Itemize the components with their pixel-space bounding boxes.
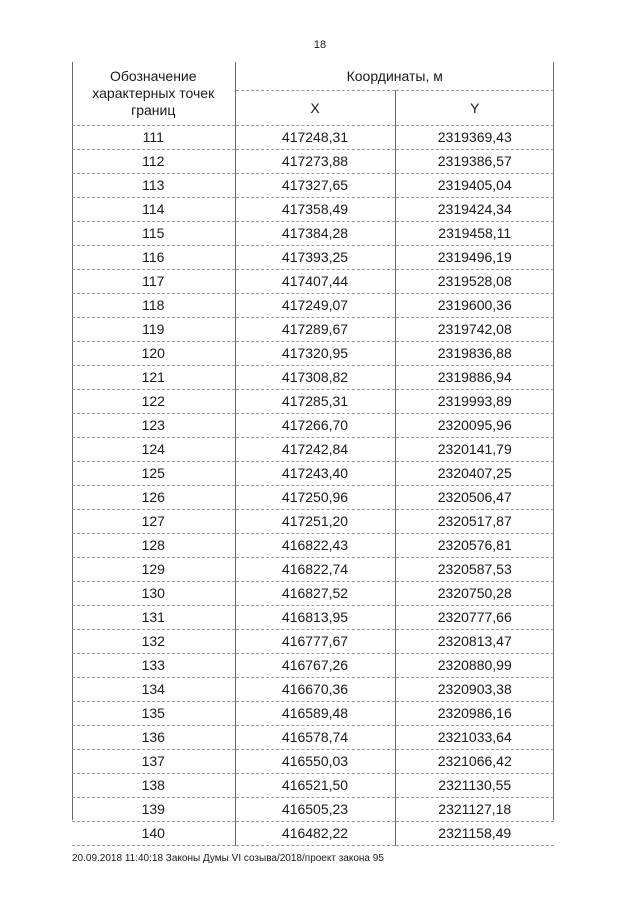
table-body xyxy=(72,126,554,846)
table-row xyxy=(72,174,554,198)
y-cell: 2320407,25 xyxy=(395,462,554,486)
table-row xyxy=(72,126,554,150)
y-cell: 2320750,28 xyxy=(395,582,554,606)
y-cell: 2319600,36 xyxy=(395,294,554,318)
y-cell: 2320095,96 xyxy=(395,414,554,438)
table-row xyxy=(72,438,554,462)
table-row xyxy=(72,774,554,798)
x-cell: 417384,28 xyxy=(235,222,395,246)
point-cell: 123 xyxy=(72,414,235,438)
point-cell: 135 xyxy=(72,702,235,726)
point-cell: 113 xyxy=(72,174,235,198)
table-row xyxy=(72,678,554,702)
x-cell: 417266,70 xyxy=(235,414,395,438)
x-cell: 416550,03 xyxy=(235,750,395,774)
point-cell: 120 xyxy=(72,342,235,366)
y-cell: 2319405,04 xyxy=(395,174,554,198)
point-cell: 126 xyxy=(72,486,235,510)
x-cell: 416578,74 xyxy=(235,726,395,750)
point-cell: 124 xyxy=(72,438,235,462)
y-cell: 2320880,99 xyxy=(395,654,554,678)
y-cell: 2319742,08 xyxy=(395,318,554,342)
x-cell: 417242,84 xyxy=(235,438,395,462)
point-cell: 128 xyxy=(72,534,235,558)
table-row xyxy=(72,294,554,318)
y-cell: 2320141,79 xyxy=(395,438,554,462)
point-cell: 136 xyxy=(72,726,235,750)
y-cell: 2321127,18 xyxy=(395,798,554,822)
y-cell: 2320587,53 xyxy=(395,558,554,582)
coordinates-table xyxy=(72,62,554,846)
y-cell: 2319496,19 xyxy=(395,246,554,270)
y-cell: 2319836,88 xyxy=(395,342,554,366)
x-cell: 417250,96 xyxy=(235,486,395,510)
page-number: 18 xyxy=(313,39,327,51)
table-row xyxy=(72,318,554,342)
y-cell: 2320517,87 xyxy=(395,510,554,534)
y-cell: 2319528,08 xyxy=(395,270,554,294)
x-cell: 417407,44 xyxy=(235,270,395,294)
y-cell: 2319993,89 xyxy=(395,390,554,414)
table-row xyxy=(72,534,554,558)
y-cell: 2321033,64 xyxy=(395,726,554,750)
y-cell: 2321066,42 xyxy=(395,750,554,774)
point-cell: 119 xyxy=(72,318,235,342)
x-cell: 416670,36 xyxy=(235,678,395,702)
table-row xyxy=(72,246,554,270)
point-cell: 137 xyxy=(72,750,235,774)
x-cell: 416777,67 xyxy=(235,630,395,654)
table-row xyxy=(72,822,554,846)
point-cell: 122 xyxy=(72,390,235,414)
y-cell: 2319369,43 xyxy=(395,126,554,150)
point-cell: 121 xyxy=(72,366,235,390)
x-cell: 417289,67 xyxy=(235,318,395,342)
y-cell: 2319424,34 xyxy=(395,198,554,222)
table-row xyxy=(72,150,554,174)
table-row xyxy=(72,270,554,294)
x-cell: 417320,95 xyxy=(235,342,395,366)
point-cell: 139 xyxy=(72,798,235,822)
y-cell: 2319458,11 xyxy=(395,222,554,246)
point-cell: 134 xyxy=(72,678,235,702)
header-x: X xyxy=(235,91,395,126)
table-row xyxy=(72,654,554,678)
x-cell: 416822,43 xyxy=(235,534,395,558)
point-cell: 140 xyxy=(72,822,235,846)
point-cell: 111 xyxy=(72,126,235,150)
table-row xyxy=(72,198,554,222)
header-coordinates: Координаты, м xyxy=(235,62,554,91)
table-row xyxy=(72,558,554,582)
document-footer: 20.09.2018 11:40:18 Законы Думы VI созыва/2018/проект закона 95 xyxy=(72,853,384,864)
x-cell: 416521,50 xyxy=(235,774,395,798)
y-cell: 2320777,66 xyxy=(395,606,554,630)
x-cell: 416813,95 xyxy=(235,606,395,630)
table-row xyxy=(72,390,554,414)
table-row xyxy=(72,462,554,486)
point-cell: 131 xyxy=(72,606,235,630)
y-cell: 2320576,81 xyxy=(395,534,554,558)
table-row xyxy=(72,414,554,438)
table-row xyxy=(72,606,554,630)
y-cell: 2319886,94 xyxy=(395,366,554,390)
x-cell: 417251,20 xyxy=(235,510,395,534)
table-row xyxy=(72,342,554,366)
header-y: Y xyxy=(395,91,554,126)
point-cell: 116 xyxy=(72,246,235,270)
point-cell: 133 xyxy=(72,654,235,678)
point-cell: 130 xyxy=(72,582,235,606)
point-cell: 112 xyxy=(72,150,235,174)
point-cell: 114 xyxy=(72,198,235,222)
table-row xyxy=(72,750,554,774)
point-cell: 117 xyxy=(72,270,235,294)
x-cell: 417393,25 xyxy=(235,246,395,270)
y-cell: 2320813,47 xyxy=(395,630,554,654)
y-cell: 2321158,49 xyxy=(395,822,554,846)
x-cell: 417248,31 xyxy=(235,126,395,150)
x-cell: 417358,49 xyxy=(235,198,395,222)
point-cell: 129 xyxy=(72,558,235,582)
y-cell: 2321130,55 xyxy=(395,774,554,798)
point-cell: 118 xyxy=(72,294,235,318)
y-cell: 2320986,16 xyxy=(395,702,554,726)
point-cell: 127 xyxy=(72,510,235,534)
x-cell: 416505,23 xyxy=(235,798,395,822)
table-row xyxy=(72,486,554,510)
point-cell: 132 xyxy=(72,630,235,654)
y-cell: 2320903,38 xyxy=(395,678,554,702)
x-cell: 417249,07 xyxy=(235,294,395,318)
x-cell: 417273,88 xyxy=(235,150,395,174)
x-cell: 416822,74 xyxy=(235,558,395,582)
x-cell: 417243,40 xyxy=(235,462,395,486)
x-cell: 417308,82 xyxy=(235,366,395,390)
point-cell: 115 xyxy=(72,222,235,246)
table-row xyxy=(72,630,554,654)
table-row xyxy=(72,726,554,750)
y-cell: 2320506,47 xyxy=(395,486,554,510)
table-row xyxy=(72,222,554,246)
x-cell: 416482,22 xyxy=(235,822,395,846)
x-cell: 416589,48 xyxy=(235,702,395,726)
table-row xyxy=(72,702,554,726)
x-cell: 416767,26 xyxy=(235,654,395,678)
x-cell: 416827,52 xyxy=(235,582,395,606)
y-cell: 2319386,57 xyxy=(395,150,554,174)
x-cell: 417285,31 xyxy=(235,390,395,414)
point-cell: 125 xyxy=(72,462,235,486)
table-row xyxy=(72,582,554,606)
x-cell: 417327,65 xyxy=(235,174,395,198)
table-row xyxy=(72,798,554,822)
header-point-designation: Обозначение характерных точек границ xyxy=(72,62,235,126)
point-cell: 138 xyxy=(72,774,235,798)
table-row xyxy=(72,510,554,534)
table-row xyxy=(72,366,554,390)
